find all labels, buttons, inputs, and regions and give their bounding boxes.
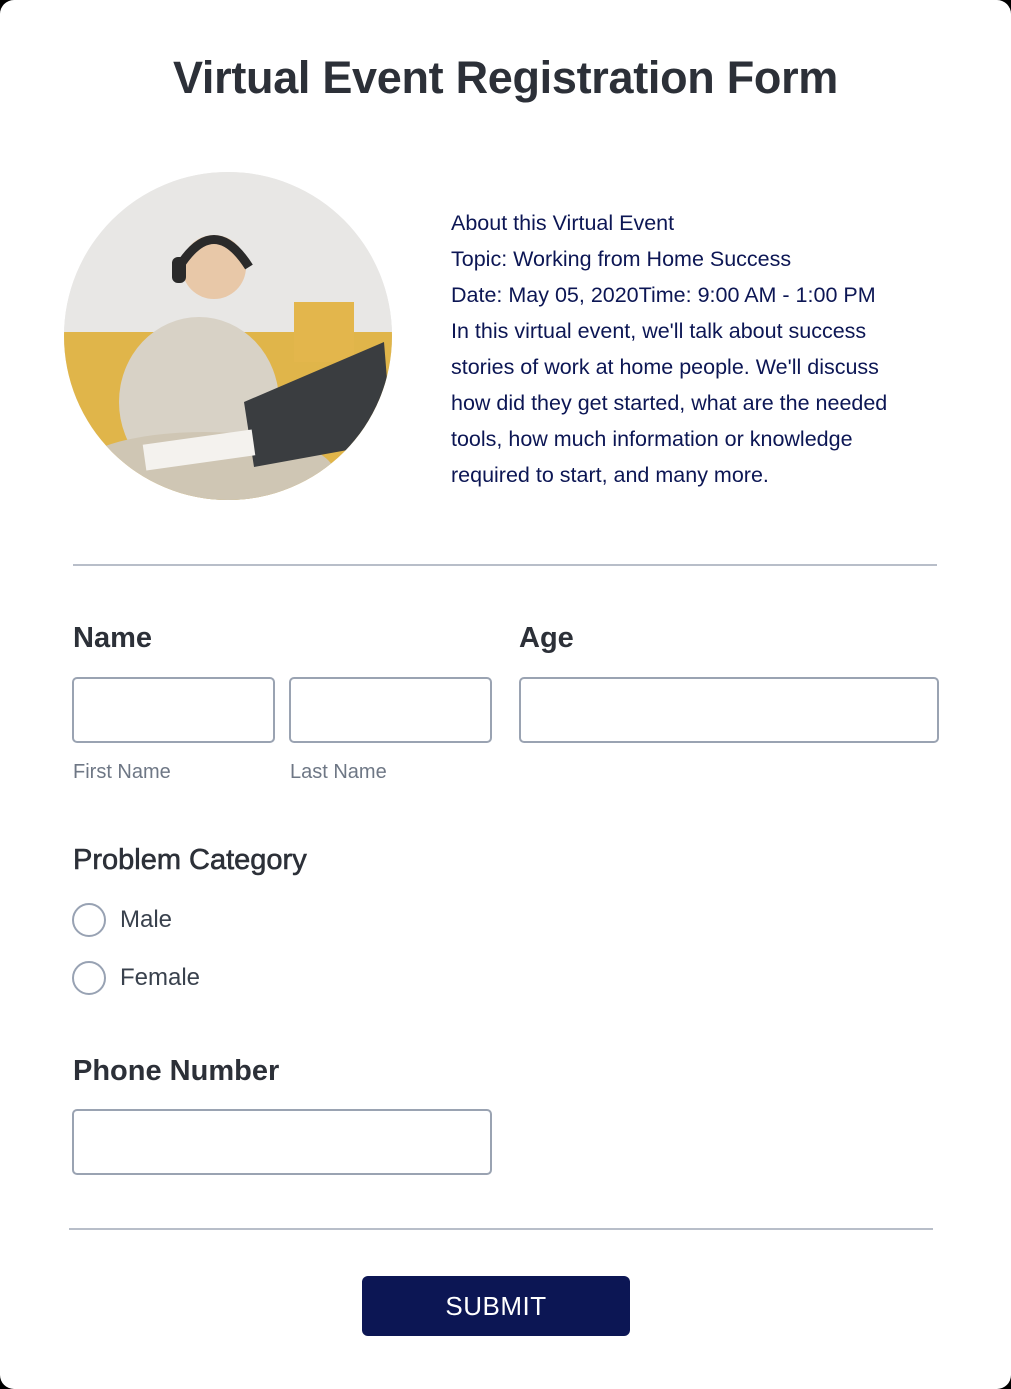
radio-option-male[interactable] bbox=[72, 903, 172, 937]
name-label: Name bbox=[73, 622, 152, 654]
event-datetime: Date: May 05, 2020Time: 9:00 AM - 1:00 PM bbox=[451, 283, 876, 307]
section-divider bbox=[73, 564, 937, 566]
description-line: how did they get started, what are the needed bbox=[451, 391, 888, 415]
age-input[interactable] bbox=[519, 677, 939, 743]
event-description bbox=[451, 205, 971, 493]
phone-input[interactable] bbox=[72, 1109, 492, 1175]
first-name-sublabel: First Name bbox=[73, 761, 171, 783]
radio-button-icon[interactable] bbox=[72, 961, 106, 995]
footer-divider bbox=[69, 1228, 933, 1230]
radio-button-icon[interactable] bbox=[72, 903, 106, 937]
submit-button[interactable]: SUBMIT bbox=[362, 1276, 630, 1336]
problem-category-label: Problem Category bbox=[73, 844, 307, 876]
first-name-input[interactable] bbox=[72, 677, 275, 743]
radio-label: Male bbox=[120, 906, 173, 933]
woman-with-laptop-image-icon bbox=[64, 172, 392, 500]
radio-option-female[interactable] bbox=[72, 961, 200, 995]
about-heading: About this Virtual Event bbox=[451, 211, 675, 235]
description-line: required to start, and many more. bbox=[451, 463, 769, 487]
event-photo bbox=[64, 172, 392, 500]
age-label: Age bbox=[519, 622, 574, 654]
phone-label: Phone Number bbox=[73, 1055, 280, 1087]
last-name-input[interactable] bbox=[289, 677, 492, 743]
last-name-sublabel: Last Name bbox=[290, 761, 387, 783]
description-line: In this virtual event, we'll talk about success bbox=[451, 319, 867, 343]
page-title: Virtual Event Registration Form bbox=[173, 52, 838, 103]
description-line: stories of work at home people. We'll discuss bbox=[451, 355, 879, 379]
radio-label: Female bbox=[120, 964, 201, 991]
description-line: tools, how much information or knowledge bbox=[451, 427, 853, 451]
event-topic: Topic: Working from Home Success bbox=[451, 247, 792, 271]
